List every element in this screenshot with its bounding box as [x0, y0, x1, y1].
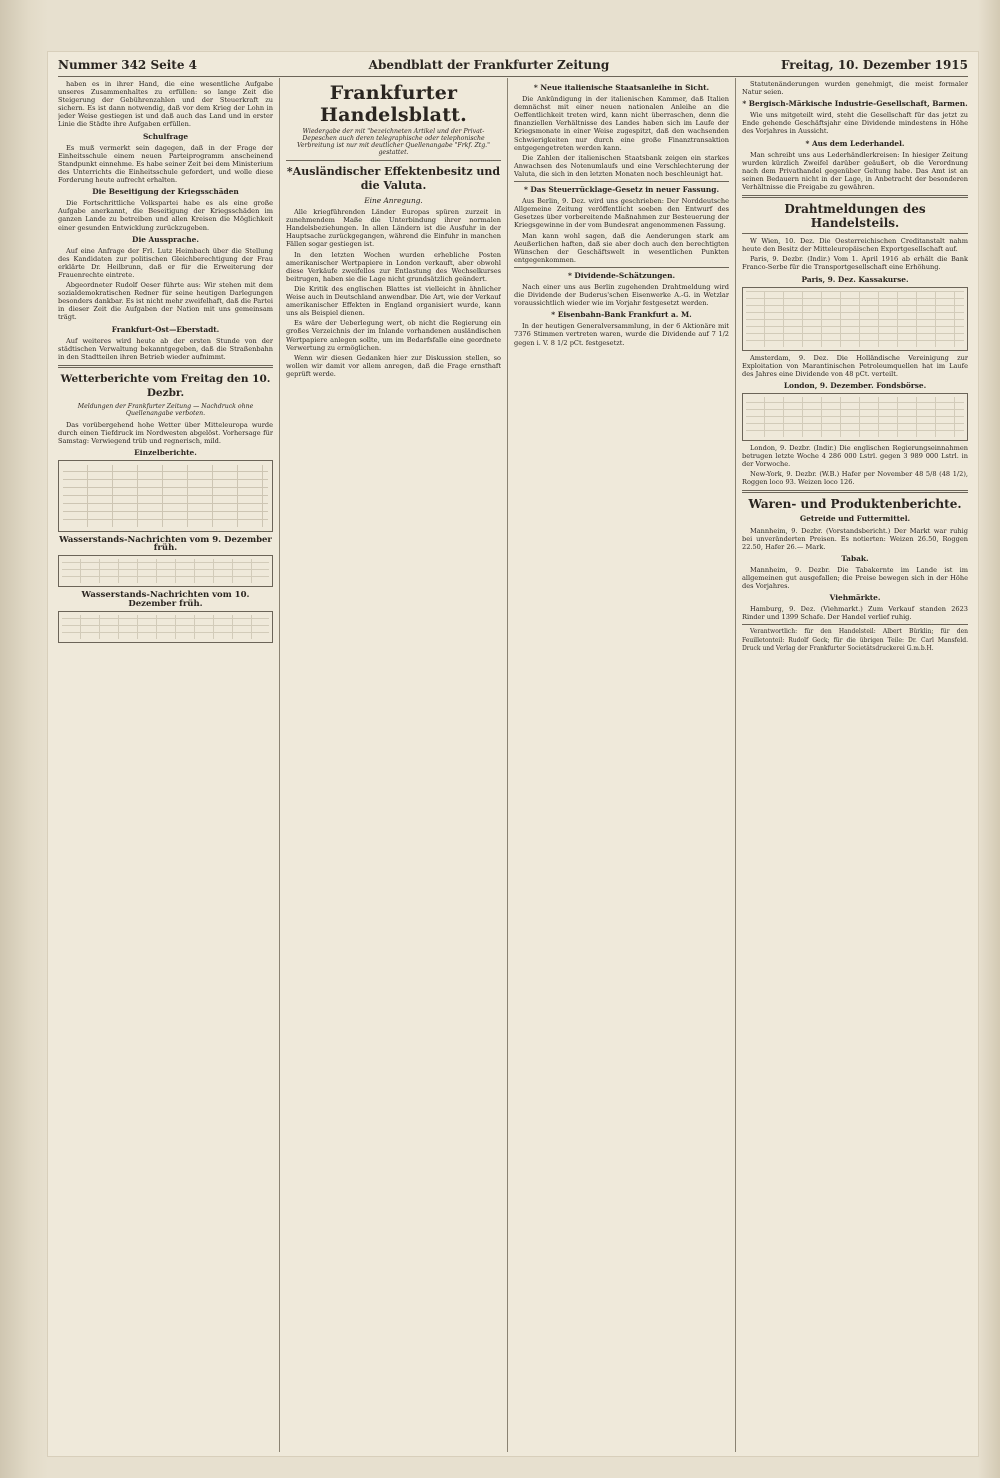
- column-4: [742, 80, 968, 1450]
- water-title-2: Wasserstands-Nachrichten vom 10. Dezember früh.: [81, 590, 250, 609]
- col4-paragraph: Mannheim, 9. Dezbr. (Vorstandsbericht.) Der Markt war ruhig bei unveränderten Preisen. Es notierten: Weizen 26.50, Roggen 22.50, Hafer 26.— Mark.: [742, 526, 968, 551]
- article-headline: *Ausländischer Effektenbesitz und die Valuta.: [286, 165, 501, 192]
- col3-paragraph: In der heutigen Generalversammlung, in der 6 Aktionäre mit 7376 Stimmen vertreten waren, wurde die Dividende auf 7 1/2 gegen i. V. 8 1/2 pCt. festgesetzt.: [514, 322, 729, 347]
- col4-paragraph: Hamburg, 9. Dez. (Viehmarkt.) Zum Verkauf standen 2623 Rinder und 1399 Schafe. Der Handel verlief ruhig.: [742, 605, 968, 622]
- paper-title: Abendblatt der Frankfurter Zeitung: [368, 58, 610, 72]
- newspaper-page: [48, 52, 978, 1456]
- col3-paragraph: Man kann wohl sagen, daß die Aenderungen stark am Aeußerlichen haften, daß sie aber doch auch den berechtigten Wünschen der Geschäftswelt in wesentlichen Punkten entgegenkommen.: [514, 231, 729, 264]
- weather-table: [58, 460, 273, 532]
- col1-heading: Die Beseitigung der Kriegsschäden: [92, 187, 239, 197]
- col2-paragraph: Wenn wir diesen Gedanken hier zur Diskussion stellen, so wollen wir damit vor allem anregen, daß die Frage ernsthaft geprüft werde.: [286, 353, 501, 378]
- col4-paragraph: Paris, 9. Dezbr. (Indir.) Vom 1. April 1916 ab erhält die Bank Franco-Serbe für die Transportgesellschaft eine Erhöhung.: [742, 255, 968, 272]
- divider: [742, 624, 968, 625]
- col4-paragraph: Wie uns mitgeteilt wird, steht die Gesellschaft für das jetzt zu Ende gehende Geschäftsjahr eine Dividende mindestens in Höhe des Vorjahres in Aussicht.: [742, 111, 968, 136]
- col3-paragraph: Die Ankündigung in der italienischen Kammer, daß Italien demnächst mit einer neuen nationalen Anleihe an die Oeffentlichkeit treten wird, kann nicht überraschen, denn die finanziellen Verhältnisse des Landes haben sich im Laufe der Kriegsmonate in einer Weise zugespitzt, daß den wachsenden Schwierigkeiten nur durch eine große Finanztransaktion entgegengetreten werden kann.: [514, 95, 729, 152]
- col3-paragraph: Nach einer uns aus Berlin zugehenden Drahtmeldung wird die Dividende der Buderus'schen Eisenwerke A.-G. in Wetzlar voraussichtlich wieder wie im Vorjahr festgesetzt werden.: [514, 282, 729, 308]
- col3-heading: * Dividende-Schätzungen.: [567, 270, 676, 280]
- col4-paragraph: London, 9. Dezbr. (Indir.) Die englischen Regierungseinnahmen betrugen letzte Woche 4 286 000 Lstrl. gegen 3 989 000 Lstrl. in der Vorwoche.: [742, 443, 968, 469]
- column-rule: [279, 78, 280, 1452]
- col3-heading: * Das Steuerrücklage-Gesetz in neuer Fassung.: [523, 185, 720, 195]
- col4-heading: * Aus dem Lederhandel.: [805, 138, 905, 148]
- page-edge: [978, 0, 1000, 1478]
- col1-heading: Schulfrage: [142, 131, 189, 141]
- article-byline: Eine Anregung.: [364, 196, 423, 205]
- issue-date: Freitag, 10. Dezember 1915: [780, 58, 968, 72]
- col4-paragraph: W Wien, 10. Dez. Die Oesterreichischen Creditanstalt nahm heute den Besitz der Mitteleuropäischen Exportgesellschaft auf.: [742, 237, 968, 254]
- divider: [742, 490, 968, 493]
- col3-heading: * Neue italienische Staatsanleihe in Sicht.: [533, 83, 710, 92]
- weather-title: Wetterberichte vom Freitag den 10. Dezbr.: [60, 372, 271, 399]
- drahtmeldungen-title: Drahtmeldungen des Handelsteils.: [784, 202, 926, 231]
- col4-paragraph: Man schreibt uns aus Lederhändlerkreisen: In hiesiger Zeitung wurden kürzlich Zweifel darüber geäußert, ob die Verordnung nach dem Privathandel gegenüber Geltung habe. Das Amt ist an seinen Bedauern nicht in der Lage, in Anbetracht der besonderen Verhältnisse die Freigabe zu gewähren.: [742, 150, 968, 192]
- col4-heading: Tabak.: [841, 553, 869, 563]
- paris-kurs-table: [742, 287, 968, 351]
- col4-paragraph: New-York, 9. Dezbr. (W.B.) Hafer per November 48 5/8 (48 1/2), Roggen loco 93. Weizen loco 126.: [742, 470, 968, 487]
- handelsblatt-notice: Wiedergabe der mit "bezeichneten Artikel und der Privat-Depeschen auch deren telegraphische oder telephonische Verbreitung ist nur mit deutlicher Quellenangabe "Frkf. Ztg." gestattet.: [297, 128, 490, 156]
- column-rule: [735, 78, 736, 1452]
- issue-number: Nummer 342 Seite 4: [58, 58, 198, 72]
- col1-paragraph: Es muß vermerkt sein dagegen, daß in der Frage der Einheitsschule einem neuen Parteiprogramm anscheinend Standpunkt einnehme. Es habe seiner Zeit bei dem Ministerium des Unterrichts die Einheitsschule gefordert, und wolle diese Forderung heute aufrecht erhalten.: [58, 143, 273, 185]
- col2-paragraph: In den letzten Wochen wurden erhebliche Posten amerikanischer Wertpapiere in London verkauft, aber obwohl diese Verkäufe zweifellos zur Entlastung des Wechselkurses beitrugen, haben sie die Lage nicht grundsätzlich geändert.: [286, 250, 501, 283]
- col1-paragraph: haben es in ihrer Hand, die eine wesentliche Aufgabe unseres Zusammenhaltes zu erfüllen: so lange Zeit die Steigerung der Gebührenzahlen und der Steuerkraft zu sichern. Es ist dann notwendig, daß vor dem Krieg der Lohn in jeder Weise gestiegen ist und daß auch das Land und in erster Linie die Städte ihre Aufgaben erfüllen.: [58, 80, 273, 129]
- london-label: London, 9. Dezember. Fondsbörse.: [783, 380, 927, 390]
- col1-heading: Frankfurt-Ost—Eberstadt.: [111, 324, 220, 334]
- col2-paragraph: Die Kritik des englischen Blattes ist vielleicht in ähnlicher Weise auch in Deutschland anwendbar. Die Art, wie der Verkauf amerikanischer Effekten in England organisiert wurde, kann uns als Beispiel dienen.: [286, 284, 501, 318]
- divider: [514, 267, 729, 268]
- col4-heading: Viehmärkte.: [829, 593, 881, 603]
- col4-paragraph: Statutenänderungen wurden genehmigt, die meist formaler Natur seien.: [742, 80, 968, 97]
- masthead: [58, 56, 968, 77]
- col2-paragraph: Es wäre der Ueberlegung wert, ob nicht die Regierung ein großes Verzeichnis der im Inlande vorhandenen ausländischen Wertpapiere anlegen sollte, um im Bedarfsfalle eine geordnete Verwertung zu ermöglichen.: [286, 319, 501, 352]
- col2-paragraph: Alle kriegführenden Länder Europas spüren zurzeit in zunehmendem Maße die Unterbindung ihrer normalen Handelsbeziehungen. In allen Ländern ist die Ausfuhr in der Hauptsache zurückgegangen, während die Einfuhr in manchen Fällen sogar gestiegen ist.: [286, 208, 501, 249]
- column-2: [286, 80, 501, 1450]
- col4-paragraph: Mannheim, 9. Dezbr. Die Tabakernte im Lande ist im allgemeinen gut ausgefallen; die Preise bewegen sich in der Höhe des Vorjahres.: [742, 565, 968, 591]
- col3-heading: * Eisenbahn-Bank Frankfurt a. M.: [551, 310, 692, 320]
- col1-paragraph: Abgeordneter Rudolf Oeser führte aus: Wir stehen mit dem sozialdemokratischen Redner für seine heutigen Darlegungen besonders dankbar. Es ist nicht mehr zweifelhaft, daß die Partei in dieser Zeit die Aufgaben der Nation mit uns gemeinsam trägt.: [58, 281, 273, 322]
- divider: [286, 160, 501, 161]
- london-table: [742, 393, 968, 441]
- col3-paragraph: Die Zahlen der italienischen Staatsbank zeigen ein starkes Anwachsen des Notenumlaufs und eine Verschlechterung der Valuta, die sich in den letzten Monaten noch beschleunigt hat.: [514, 153, 729, 178]
- waren-title: Waren- und Produktenberichte.: [748, 497, 962, 512]
- weather-text: Das vorübergehend hohe Wetter über Mitteleuropa wurde durch einen Tiefdruck im Nordwesten abgelöst. Vorhersage für Samstag: Verwiegend trüb und regnerisch, mild.: [58, 420, 273, 446]
- divider: [58, 365, 273, 368]
- column-3: [514, 80, 729, 1450]
- weather-subtitle: Meldungen der Frankfurter Zeitung — Nachdruck ohne Quellenangabe verboten.: [77, 402, 254, 417]
- col1-paragraph: Die Fortschrittliche Volkspartei habe es als eine große Aufgabe anerkannt, die Beseitigung der Kriegsschäden im ganzen Lande zu betreiben und allen Kreisen die Möglichkeit einer gesunden Entwicklung zurückzugeben.: [58, 199, 273, 232]
- col1-paragraph: Auf weiteres wird heute ab der ersten Stunde von der städtischen Verwaltung bekanntgegeben, daß die Straßenbahn in den Stadtteilen ihren Betrieb wieder aufnimmt.: [58, 336, 273, 361]
- divider: [742, 233, 968, 234]
- col4-heading: Getreide und Futtermittel.: [799, 514, 911, 524]
- water-table-2: [58, 611, 273, 643]
- kurs-label: Paris, 9. Dez. Kassakurse.: [801, 274, 909, 284]
- book-spine: [0, 0, 48, 1478]
- col1-paragraph: Auf eine Anfrage der Frl. Lutz Heimbach über die Stellung des Kandidaten zur politischen Gleichberechtigung der Frau erklärte Dr. Heilbrunn, daß er für die Erweiterung der Frauenrechte eintrete.: [58, 246, 273, 279]
- divider: [742, 195, 968, 198]
- imprint: Verantwortlich: für den Handelsteil: Albert Bürklin; für den Feuilletonteil: Rudolf Geck; für die übrigen Teile: Dr. Carl Mansfeld. Druck und Verlag der Frankfurter Societätsdruckerei G.m.b.H.: [742, 628, 968, 652]
- handelsblatt-title: Frankfurter Handelsblatt.: [320, 82, 467, 126]
- col1-heading: Die Aussprache.: [132, 234, 199, 244]
- water-table-1: [58, 555, 273, 587]
- col4-paragraph: Amsterdam, 9. Dez. Die Holländische Vereinigung zur Exploitation von Marantinischen Petroleumquellen hat im Laufe des Jahres eine Dividende von 48 pCt. verteilt.: [742, 353, 968, 378]
- column-1: [58, 80, 273, 1450]
- column-rule: [507, 78, 508, 1452]
- einzel-title: Einzelberichte.: [134, 448, 197, 458]
- col3-paragraph: Aus Berlin, 9. Dez. wird uns geschrieben: Der Norddeutsche Allgemeine Zeitung veröffentlicht soeben den Entwurf des Gesetzes über vorbereitende Maßnahmen zur Besteuerung der Kriegsgewinne in der vom Bundesrat angenommenen Fassung.: [514, 197, 729, 230]
- col4-heading: * Bergisch-Märkische Industrie-Gesellschaft, Barmen.: [742, 99, 968, 109]
- divider: [514, 181, 729, 182]
- water-title-1: Wasserstands-Nachrichten vom 9. Dezember früh.: [59, 535, 272, 554]
